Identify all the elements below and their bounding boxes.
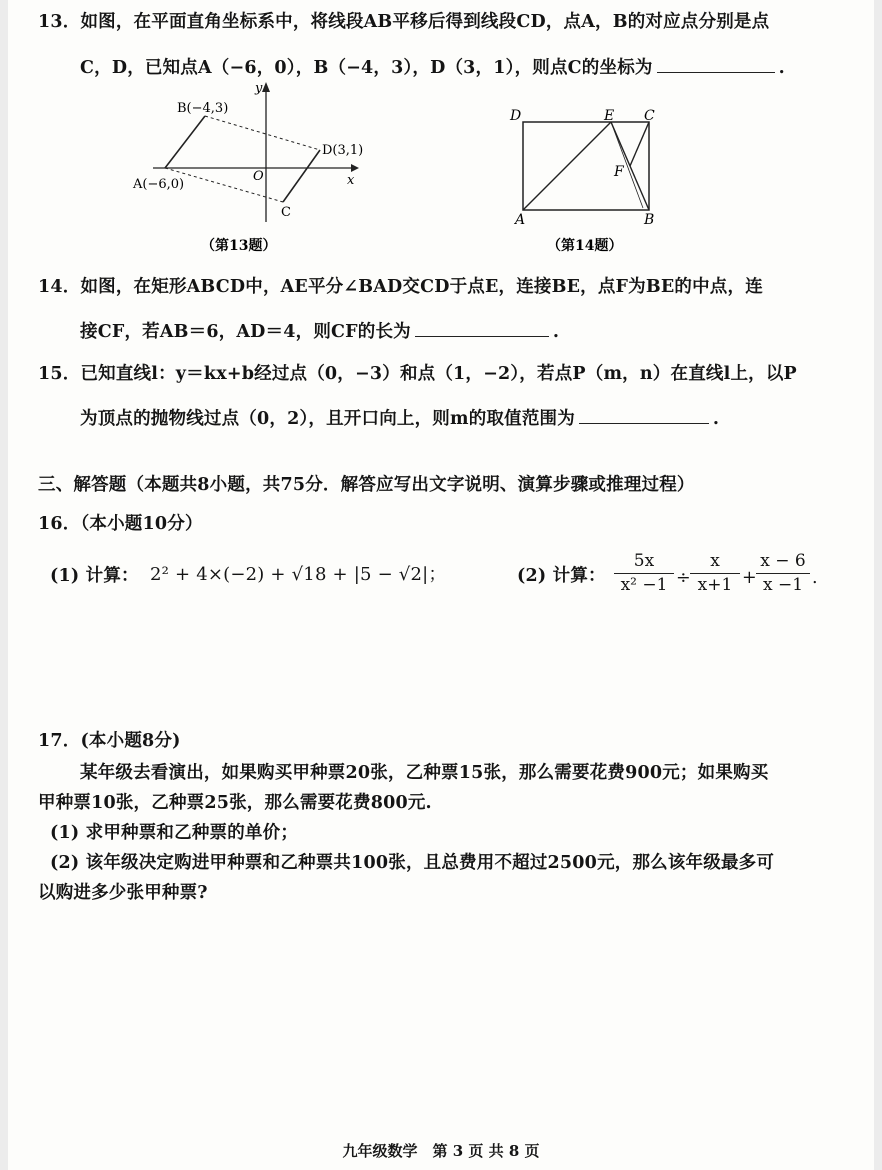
q15-period: .	[712, 409, 720, 429]
q14-line2-text: 接CF，若AB＝6，AD＝4，则CF的长为	[80, 322, 411, 342]
q15-line2	[80, 411, 719, 429]
label-E-14: E	[604, 108, 615, 124]
q17-line1: 某年级去看演出，如果购买甲种票20张，乙种票15张，那么需要花费900元；如果购买	[80, 763, 769, 783]
label-F-14: F	[614, 164, 624, 180]
fraction-2	[690, 553, 740, 594]
y-axis-arrow	[262, 82, 270, 92]
q13-line2-text: C，D，已知点A（−6，0），B（−4，3），D（3，1），则点C的坐标为	[80, 58, 653, 78]
section-3-heading: 三、解答题（本题共8小题，共75分．解答应写出文字说明、演算步骤或推理过程）	[38, 475, 695, 495]
q14-line2	[80, 324, 559, 342]
label-A-14: A	[515, 212, 526, 228]
fraction-2-bar	[690, 573, 740, 574]
figure-13	[125, 80, 385, 260]
q17-line2: 甲种票10张，乙种票25张，那么需要花费800元.	[38, 793, 432, 813]
fraction-1-denominator: x² −1	[620, 575, 668, 595]
q15-answer-blank[interactable]	[579, 422, 709, 424]
fraction-1	[614, 553, 674, 594]
fraction-1-numerator: 5x	[633, 551, 655, 571]
operator-plus: +	[742, 568, 757, 588]
fraction-3-denominator: x −1	[762, 575, 804, 595]
label-B-14: B	[644, 212, 655, 228]
fraction-3-bar	[756, 573, 810, 574]
fraction-2-numerator: x	[710, 551, 720, 571]
label-x: x	[347, 173, 355, 188]
q14-period: .	[552, 322, 560, 342]
q13-line1: 13．如图，在平面直角坐标系中，将线段AB平移后得到线段CD，点A，B的对应点分别是点	[38, 12, 770, 32]
fraction-2-denominator: x+1	[697, 575, 733, 595]
segment-AE	[523, 122, 611, 210]
q14-answer-blank[interactable]	[415, 335, 549, 337]
q17-part2-line1: (2) 该年级决定购进甲种票和乙种票共100张，且总费用不超过2500元，那么该年级最多可	[50, 853, 775, 873]
label-y: y	[255, 81, 263, 96]
label-D: D(3,1)	[322, 143, 364, 158]
q17-part1: (1) 求甲种票和乙种票的单价；	[50, 823, 299, 843]
segment-CD	[283, 150, 320, 202]
q16-part2-period: .	[812, 568, 818, 588]
q14-line1: 14．如图，在矩形ABCD中，AE平分∠BAD交CD于点E，连接BE，点F为BE的中点，连	[38, 277, 763, 297]
q16-part1-expression: 2² + 4×(−2) + √18 + |5 − √2|；	[150, 564, 447, 585]
segment-AB	[165, 116, 205, 168]
dashed-BD	[205, 116, 320, 150]
q15-line1: 15．已知直线l：y＝kx+b经过点（0，−3）和点（1，−2），若点P（m，n）在直线l上，以P	[38, 364, 797, 384]
figure-14-caption: （第14题）	[547, 238, 623, 254]
operator-divide: ÷	[676, 568, 691, 588]
label-B: B(−4,3)	[177, 101, 229, 116]
label-O: O	[253, 169, 264, 184]
label-C-14: C	[644, 108, 655, 124]
x-axis-arrow	[351, 164, 359, 172]
fraction-3-numerator: x − 6	[760, 551, 806, 571]
q17-heading: 17．(本小题8分)	[38, 731, 181, 751]
label-C: C	[281, 205, 291, 220]
q13-answer-blank[interactable]	[657, 71, 775, 73]
fraction-3	[756, 553, 810, 594]
q16-part2-label: (2) 计算：	[517, 566, 606, 586]
q13-period: .	[778, 58, 785, 78]
q16-part1-label: (1) 计算：	[50, 566, 139, 586]
figure-14	[505, 100, 675, 260]
q13-line2	[80, 60, 785, 78]
label-A: A(−6,0)	[133, 177, 185, 192]
q15-line2-text: 为顶点的抛物线过点（0，2），且开口向上，则m的取值范围为	[80, 409, 575, 429]
fraction-1-bar	[614, 573, 674, 574]
q16-heading: 16．（本小题10分）	[38, 514, 203, 534]
figure-13-caption: （第13题）	[201, 238, 277, 254]
segment-CF	[630, 122, 649, 166]
label-D-14: D	[510, 108, 522, 124]
page-footer: 九年级数学 第 3 页 共 8 页	[342, 1142, 540, 1160]
q17-part2-line2: 以购进多少张甲种票?	[38, 883, 208, 903]
